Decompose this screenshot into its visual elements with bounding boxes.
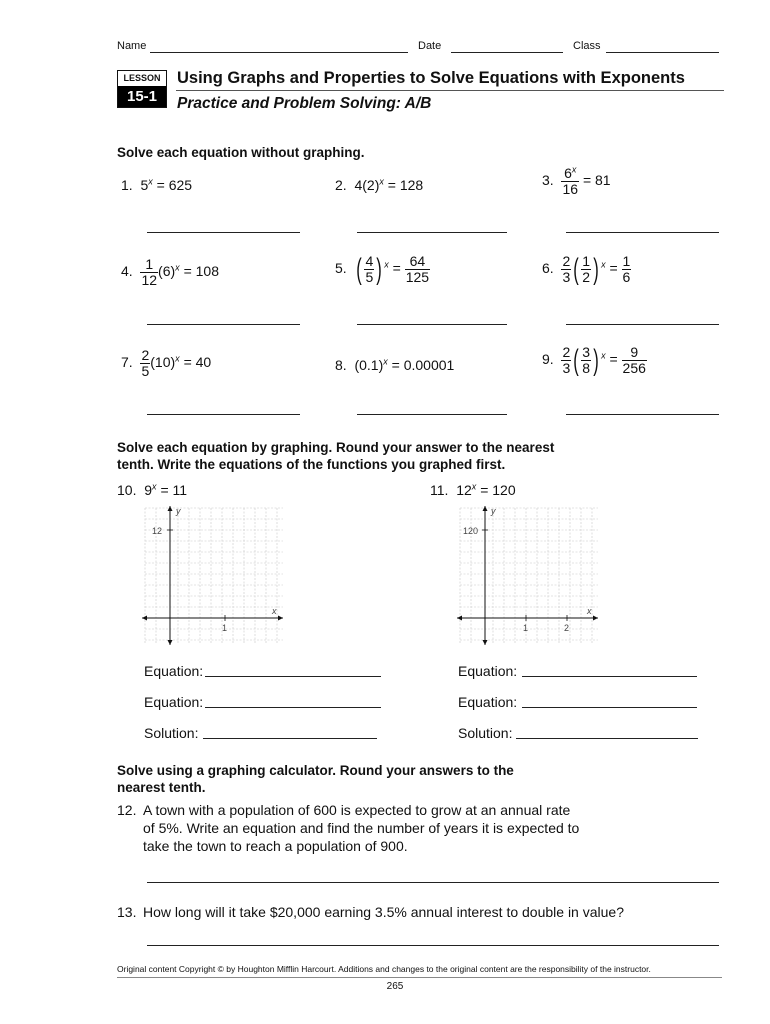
date-label: Date — [418, 40, 442, 52]
answer-line-9[interactable] — [566, 414, 719, 415]
problem-11: 11. 12$^x$ = 120 — [430, 481, 516, 498]
name-field[interactable] — [150, 52, 408, 53]
p11-equation-2-field[interactable] — [522, 707, 697, 708]
section1-heading: Solve each equation without graphing. — [117, 145, 365, 160]
graph-11-y-label: y — [491, 506, 496, 516]
answer-line-12[interactable] — [147, 882, 719, 883]
page-subtitle: Practice and Problem Solving: A/B — [177, 95, 432, 112]
name-label: Name — [117, 40, 147, 52]
problem-3: 3. $\frac{6^x}{16}$ = 81 — [542, 164, 611, 197]
graph-11-x-arrow-left — [457, 616, 462, 621]
class-label: Class — [573, 40, 601, 52]
answer-line-3[interactable] — [566, 232, 719, 233]
problem-1: 1. 5$^x$ = 625 — [121, 176, 193, 193]
problem-9: 9. $\frac{2}{3}$ ( $\frac{3}{8}$ ) $^x$ = $\frac{9}{256}$ — [542, 343, 646, 377]
graph-11-y-arrow-up — [483, 506, 488, 511]
p10-equation-2-label: Equation: — [144, 694, 204, 710]
problem-12-text: A town with a population of 600 is expected to grow at an annual rate of 5%. Write an equation and find the number of years it is expected to take the town to reach a population of 900. — [143, 802, 580, 854]
date-field[interactable] — [451, 52, 563, 53]
p10-solution-field[interactable] — [203, 738, 377, 739]
p11-solution-label: Solution: — [458, 725, 513, 741]
lesson-badge — [117, 70, 167, 108]
graph-11-x-tick-label-2: 2 — [564, 623, 570, 633]
problem-7: 7. $\frac{2}{5}$ $(10)^x = 40$ — [121, 347, 212, 379]
problem-10: 10. 9$^x$ = 11 — [117, 481, 188, 498]
p10-equation-1-field[interactable] — [205, 676, 381, 677]
graph-11-x-arrow-right — [593, 616, 598, 621]
copyright-notice: Original content Copyright © by Houghton Mifflin Harcourt. Additions and changes to the original content are the responsibility of the instructor. — [117, 964, 651, 974]
p11-equation-1-label: Equation: — [458, 663, 518, 679]
problem-12-number: 12. — [117, 802, 137, 818]
problem-8: 8. $(0.1)^x = 0.00001$ — [335, 356, 455, 373]
graph-11-x-tick-label-1: 1 — [523, 623, 529, 633]
answer-line-7[interactable] — [147, 414, 300, 415]
graph-11-y-arrow-down — [483, 640, 488, 645]
p10-solution-label: Solution: — [144, 725, 199, 741]
graph-11-grid — [460, 508, 598, 643]
graph-10[interactable] — [140, 503, 285, 648]
graph-10-y-label: y — [176, 506, 181, 516]
graph-10-x-arrow-left — [142, 616, 147, 621]
title-divider — [176, 90, 724, 91]
page-number: 265 — [386, 981, 404, 992]
problem-4: 4. $\frac{1}{12}$ $(6)^x = 108$ — [121, 256, 219, 288]
problem-6: 6. $\frac{2}{3}$ ( $\frac{1}{2}$ ) $^x$ = $\frac{1}{6}$ — [542, 252, 631, 286]
p10-equation-1-label: Equation: — [144, 663, 204, 679]
answer-line-2[interactable] — [357, 232, 507, 233]
graph-10-y-arrow-down — [168, 640, 173, 645]
graph-10-y-tick-label: 12 — [152, 526, 163, 536]
graph-11-x-label: x — [587, 606, 592, 616]
lesson-label: LESSON — [123, 73, 161, 83]
problem-5: 5. ( $\frac{4}{5}$ ) $^x$ = $\frac{64}{125}$ — [335, 252, 430, 286]
graph-10-x-label: x — [272, 606, 277, 616]
answer-line-5[interactable] — [357, 324, 507, 325]
problem-2: 2. $4(2)^x = 128$ — [335, 176, 424, 193]
answer-line-4[interactable] — [147, 324, 300, 325]
lesson-number: 15-1 — [118, 86, 166, 107]
p11-equation-1-field[interactable] — [522, 676, 697, 677]
section3-heading: Solve using a graphing calculator. Round your answers to the nearest tenth. — [117, 763, 514, 795]
graph-10-grid — [145, 508, 283, 643]
graph-11-y-tick-label: 120 — [463, 526, 479, 536]
answer-line-13[interactable] — [147, 945, 719, 946]
section2-heading: Solve each equation by graphing. Round your answer to the nearest tenth. Write the equations of the functions you graphed first. — [117, 440, 555, 472]
problem-13-text: How long will it take $20,000 earning 3.5% annual interest to double in value? — [143, 904, 624, 920]
answer-line-1[interactable] — [147, 232, 300, 233]
footer-divider — [117, 977, 722, 978]
graph-10-x-tick-label: 1 — [222, 623, 228, 633]
graph-10-y-arrow-up — [168, 506, 173, 511]
page-title: Using Graphs and Properties to Solve Equations with Exponents — [177, 69, 685, 87]
class-field[interactable] — [606, 52, 719, 53]
p11-solution-field[interactable] — [516, 738, 698, 739]
p10-equation-2-field[interactable] — [205, 707, 381, 708]
answer-line-8[interactable] — [357, 414, 507, 415]
p11-equation-2-label: Equation: — [458, 694, 518, 710]
problem-13-number: 13. — [117, 904, 137, 920]
graph-10-x-arrow-right — [278, 616, 283, 621]
graph-11[interactable] — [455, 503, 600, 648]
answer-line-6[interactable] — [566, 324, 719, 325]
